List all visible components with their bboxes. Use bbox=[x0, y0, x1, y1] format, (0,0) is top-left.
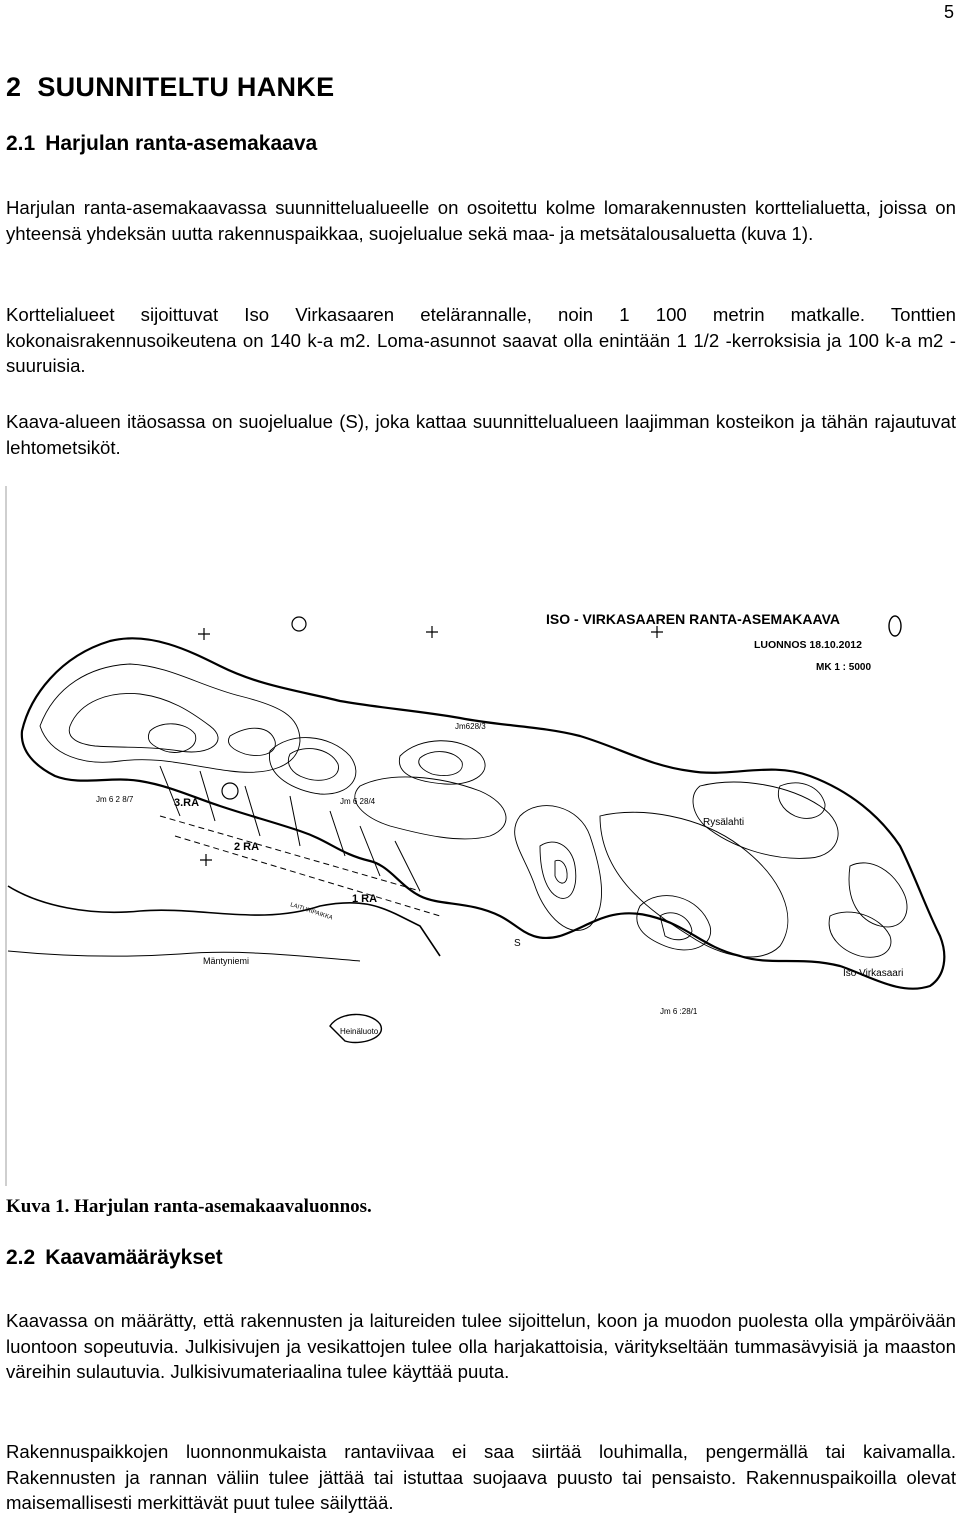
figure-caption: Kuva 1. Harjulan ranta-asemakaavaluonnos. bbox=[6, 1196, 372, 1217]
block-label-3: 3.RA bbox=[174, 797, 200, 809]
paragraph: Rakennuspaikkojen luonnonmukaista rantaviivaa ei saa siirtää louhimalla, pengermällä tai kaivamalla. Rakennusten ja rannan väliin tulee jättää tai istuttaa suojaava puusto tai pensaisto. Rakennuspaikoilla olevat maisemallisesti merkittävät puut tulee säilyttää. bbox=[6, 1441, 956, 1513]
map-draft-date: LUONNOS 18.10.2012 bbox=[754, 639, 862, 651]
section-title: SUUNNITELTU HANKE bbox=[37, 72, 335, 102]
subsection-number: 2.2 bbox=[6, 1246, 36, 1269]
block-label-2: 2 RA bbox=[234, 841, 260, 853]
plan-map-figure bbox=[0, 486, 960, 1191]
section-number: 2 bbox=[6, 72, 22, 102]
parcel-label: Jm 6 28/4 bbox=[340, 797, 376, 806]
paragraph: Kaavassa on määrätty, että rakennusten ja laitureiden tulee sijoittelun, koon ja muodon puolesta olla ympäröivään luontoon sopeutuvia. Julkisivujen ja vesikattojen tulee olla harjakattoisia, väritykseltään tummasävyisiä ja maaston väreihin sulautuvia. Julkisivumateriaalina tulee käyttää puuta. bbox=[6, 1310, 956, 1382]
map-scale: MK 1 : 5000 bbox=[816, 662, 872, 673]
subsection-heading-2-2 bbox=[6, 1246, 223, 1270]
page-number: 5 bbox=[943, 2, 954, 22]
parcel-label: Jm628/3 bbox=[455, 722, 486, 731]
pier-label: LAITURIPAIKKA bbox=[289, 902, 334, 922]
paragraph: Harjulan ranta-asemakaavassa suunnittelualueelle on osoitettu kolme lomarakennusten korttelialuetta, joissa on yhteensä yhdeksän uutta rakennuspaikkaa, suojelualue sekä maa- ja metsätalousaluetta (kuva 1). bbox=[6, 197, 956, 244]
place-label-ryssalahti: Rysälahti bbox=[703, 817, 745, 828]
plan-map bbox=[0, 486, 960, 1191]
subsection-number: 2.1 bbox=[6, 132, 36, 155]
place-label-heinaluoto: Heinäluoto bbox=[340, 1027, 379, 1036]
protection-area-label: S bbox=[514, 938, 521, 949]
place-label-mantyniemi: Mäntyniemi bbox=[203, 956, 250, 966]
subsection-title: Harjulan ranta-asemakaava bbox=[45, 132, 318, 155]
paragraph: Kaava-alueen itäosassa on suojelualue (S), joka kattaa suunnittelualueen laajimman kosteikon ja tähän rajautuvat lehtometsiköt. bbox=[6, 411, 956, 458]
paragraph: Korttelialueet sijoittuvat Iso Virkasaaren etelärannalle, noin 1 100 metrin matkalle. Tonttien kokonaisrakennusoikeutena on 140 k-a m2. Loma-asunnot saavat olla enintään 1 1/2 -kerroksisia ja 100 k-a m2 -suuruisia. bbox=[6, 304, 956, 376]
parcel-label: Jm 6 :28/1 bbox=[660, 1007, 698, 1016]
parcel-label: Jm 6 2 8/7 bbox=[96, 795, 134, 804]
subsection-title: Kaavamääräykset bbox=[45, 1246, 223, 1269]
section-heading bbox=[6, 72, 334, 103]
subsection-heading-2-1 bbox=[6, 132, 317, 156]
place-label-iso-virkasaari: Iso Virkasaari bbox=[843, 968, 904, 979]
map-title: ISO - VIRKASAAREN RANTA-ASEMAKAAVA bbox=[546, 611, 840, 627]
block-label-1: 1 RA bbox=[352, 893, 378, 905]
